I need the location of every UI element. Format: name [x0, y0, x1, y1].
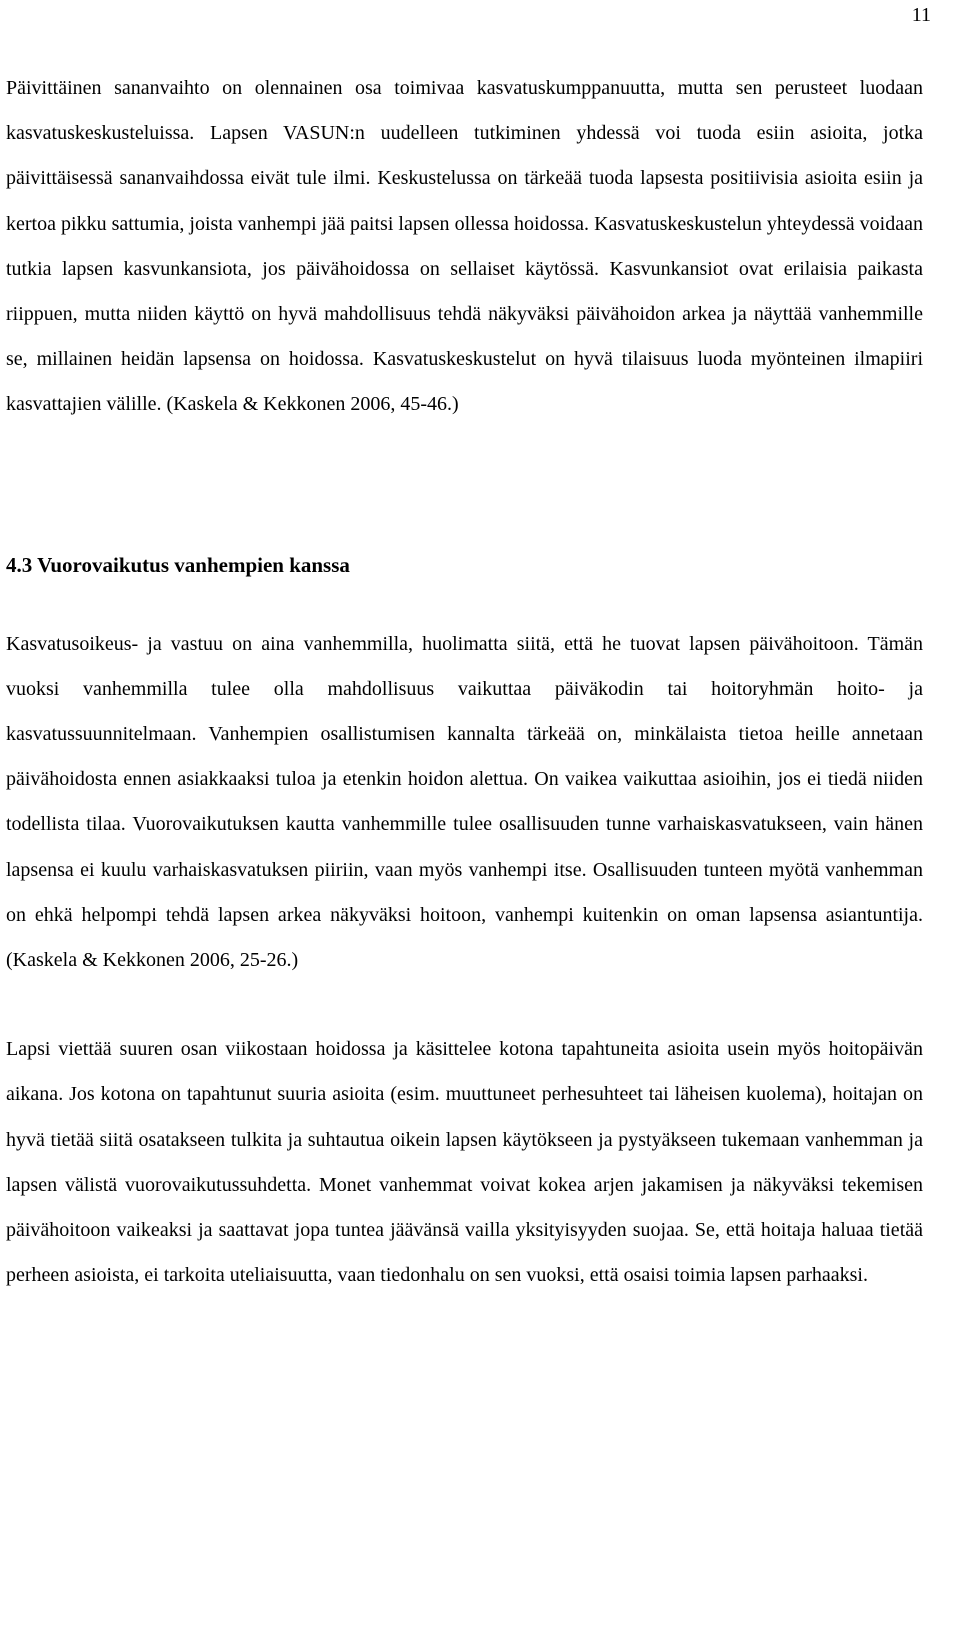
paragraph: Lapsi viettää suuren osan viikostaan hoidossa ja käsittelee kotona tapahtuneita asioita usein myös hoitopäivän aikana. Jos kotona on tapahtunut suuria asioita (esim. muuttuneet perhesuhteet tai läheisen kuolema), hoitajan on hyvä tietää siitä osatakseen tulkita ja suhtautua oikein lapsen käytökseen ja pystyäkseen tukemaan vanhemman ja lapsen välistä vuorovaikutussuhdetta. Monet vanhemmat voivat kokea arjen jakamisen ja näkyväksi tekemisen päivähoitoon vaikeaksi ja saattavat jopa tuntea jäävänsä vailla yksityisyyden suojaa. Se, että hoitaja haluaa tietää perheen asioista, ei tarkoita uteliaisuutta, vaan tiedonhalu on sen vuoksi, että osaisi toimia lapsen parhaaksi. [6, 1038, 923, 1287]
section-heading: 4.3 Vuorovaikutus vanhempien kanssa [6, 552, 350, 577]
paragraph: Kasvatusoikeus- ja vastuu on aina vanhemmilla, huolimatta siitä, että he tuovat lapsen päivähoitoon. Tämän vuoksi vanhemmilla tulee olla mahdollisuus vaikuttaa päiväkodin tai hoitoryhmän hoito- ja kasvatussuunnitelmaan. Vanhempien osallistumisen kannalta tärkeää on, minkälaista tietoa heille annetaan päivähoidosta ennen asiakkaaksi tuloa ja etenkin hoidon alettua. On vaikea vaikuttaa asioihin, jos ei tiedä niiden todellista tilaa. Vuorovaikutuksen kautta vanhemmille tulee osallisuuden tunne varhaiskasvatukseen, vain hänen lapsensa ei kuulu varhaiskasvatuksen piiriin, vaan myös vanhempi itse. Osallisuuden tunteen myötä vanhemman on ehkä helpompi tehdä lapsen arkea näkyväksi hoitoon, vanhempi kuitenkin on oman lapsensa asiantuntija. (Kaskela & Kekkonen 2006, 25-26.) [6, 632, 923, 972]
page-number: 11 [911, 4, 931, 26]
paragraph: Päivittäinen sananvaihto on olennainen osa toimivaa kasvatuskumppanuutta, mutta sen perusteet luodaan kasvatuskeskusteluissa. Lapsen VASUN:n uudelleen tutkiminen yhdessä voi tuoda esiin asioita, jotka päivittäisessä sananvaihdossa eivät tule ilmi. Keskustelussa on tärkeää tuoda lapsesta positiivisia asioita esiin ja kertoa pikku sattumia, joista vanhempi jää paitsi lapsen ollessa hoidossa. Kasvatuskeskustelun yhteydessä voidaan tutkia lapsen kasvunkansiota, jos päivähoidossa on sellaiset käytössä. Kasvunkansiot ovat erilaisia paikasta riippuen, mutta niiden käyttö on hyvä mahdollisuus tehdä näkyväksi päivähoidon arkea ja näyttää vanhemmille se, millainen heidän lapsensa on hoidossa. Kasvatuskeskustelut on hyvä tilaisuus luoda myönteinen ilmapiiri kasvattajien välille. (Kaskela & Kekkonen 2006, 45-46.) [6, 77, 923, 416]
document-body [6, 66, 923, 1298]
